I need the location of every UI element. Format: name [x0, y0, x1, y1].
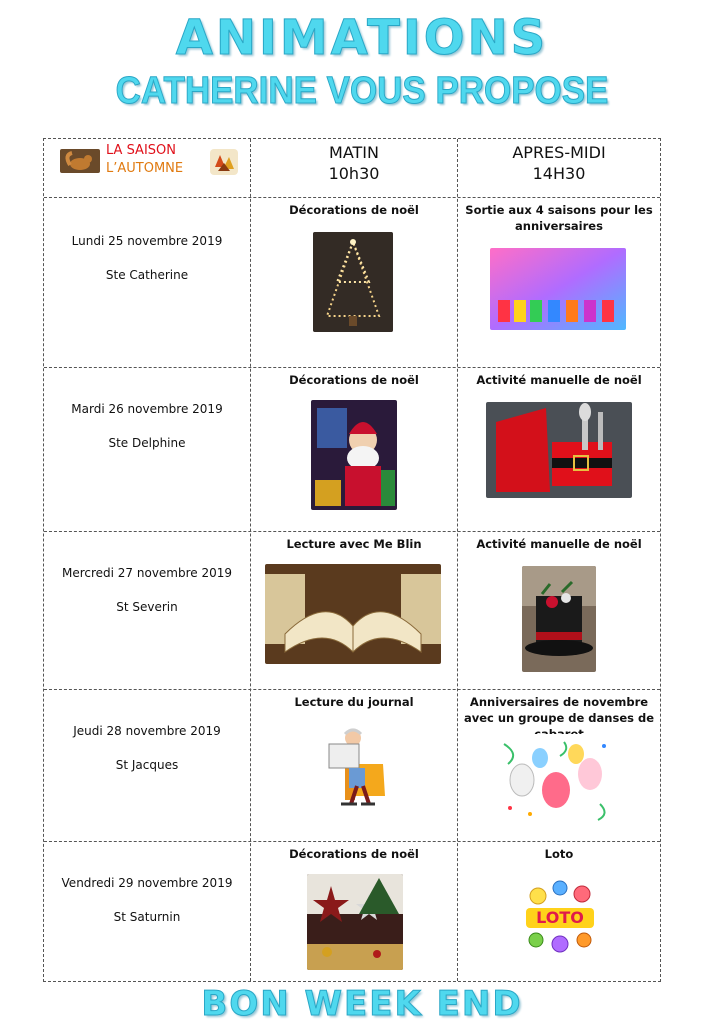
man-reading-newspaper-image	[317, 724, 393, 810]
day-date: Mercredi 27 novembre 2019	[61, 566, 233, 580]
balloons-confetti-image	[500, 734, 616, 824]
happy-birthday-candles-image	[490, 248, 626, 330]
footer-greeting: BON WEEK END	[201, 984, 523, 1024]
christmas-stars-image	[307, 874, 403, 970]
activity-title: Sortie aux 4 saisons pour les anniversaires	[465, 203, 653, 233]
activity-title: Décorations de noël	[289, 203, 419, 217]
activity-title: Anniversaires de novembre avec un groupe de danses de	[463, 695, 655, 725]
day-saint: Ste Catherine	[105, 268, 189, 282]
afternoon-activity-cell	[458, 198, 660, 367]
day-saint: Ste Delphine	[108, 436, 186, 450]
morning-activity-cell	[251, 532, 457, 689]
day-cell	[44, 842, 250, 981]
santa-napkin-craft-image	[486, 402, 632, 498]
morning-activity-cell	[251, 368, 457, 531]
season-line1: LA SAISON	[106, 143, 176, 158]
afternoon-label: APRES-MIDI	[512, 143, 606, 162]
activity-title: Lecture avec Me Blin	[286, 537, 422, 551]
afternoon-activity-cell	[458, 532, 660, 689]
svg-text:LOTO: LOTO	[536, 908, 584, 927]
santa-workshop-image	[311, 400, 397, 510]
morning-time: 10h30	[328, 164, 380, 183]
afternoon-activity-cell	[458, 690, 660, 841]
page-title: ANIMATIONS	[175, 10, 549, 66]
day-date: Jeudi 28 novembre 2019	[73, 724, 221, 738]
activity-title: Lecture du journal	[294, 695, 414, 709]
morning-activity-cell	[251, 198, 457, 367]
christmas-lights-tree-image	[313, 232, 393, 332]
afternoon-activity-cell	[458, 842, 660, 981]
season-line2: L’AUTOMNE	[106, 161, 184, 176]
morning-label: MATIN	[329, 143, 379, 162]
activity-title: Décorations de noël	[289, 373, 419, 387]
day-saint: St Jacques	[115, 758, 179, 772]
schedule-table	[43, 138, 661, 982]
afternoon-header-cell	[458, 142, 660, 196]
afternoon-time: 14H30	[532, 164, 586, 183]
activity-title: Décorations de noël	[289, 847, 419, 861]
leaves-icon	[210, 149, 238, 175]
season-header-cell	[44, 139, 250, 197]
day-cell	[44, 198, 250, 367]
top-hat-centerpiece-image	[522, 566, 596, 672]
activity-title: Loto	[544, 847, 574, 861]
day-date: Lundi 25 novembre 2019	[71, 234, 223, 248]
activity-title: Activité manuelle de noël	[476, 373, 642, 387]
day-cell	[44, 532, 250, 689]
day-saint: St Severin	[116, 600, 178, 614]
afternoon-activity-cell	[458, 368, 660, 531]
day-date: Vendredi 29 novembre 2019	[61, 876, 233, 890]
activity-title: Activité manuelle de noël	[476, 537, 642, 551]
open-book-image	[265, 564, 441, 664]
morning-header-cell	[251, 142, 457, 196]
day-cell	[44, 368, 250, 531]
day-cell	[44, 690, 250, 841]
squirrel-icon	[60, 149, 100, 173]
morning-activity-cell	[251, 842, 457, 981]
page-subtitle: CATHERINE VOUS PROPOSE	[115, 70, 609, 112]
day-saint: St Saturnin	[113, 910, 181, 924]
loto-balls-image	[520, 878, 600, 954]
morning-activity-cell	[251, 690, 457, 841]
day-date: Mardi 26 novembre 2019	[71, 402, 223, 416]
